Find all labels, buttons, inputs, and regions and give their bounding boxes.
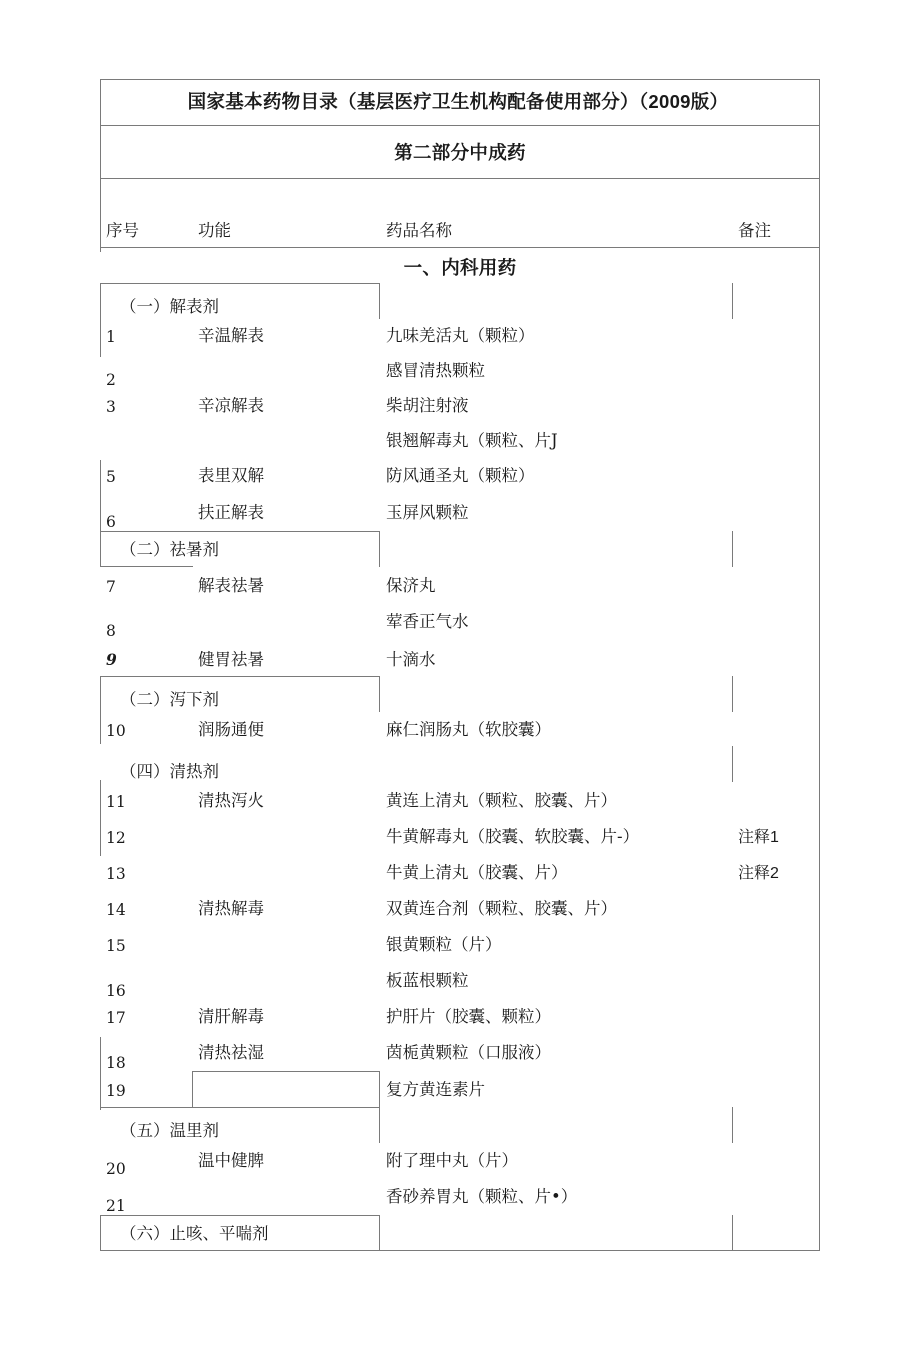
row-drug: 十滴水 (386, 650, 436, 669)
row-function: 清热泻火 (198, 791, 264, 810)
cat3-box-right (379, 676, 380, 712)
row-number: 10 (106, 722, 126, 740)
row-number: 12 (106, 829, 126, 847)
row19-box-left (192, 1071, 193, 1108)
row-number: 18 (106, 1054, 126, 1072)
row-drug: 保济丸 (386, 576, 436, 595)
rule-after-title (100, 125, 820, 126)
row-drug: 感冒清热颗粒 (386, 361, 485, 380)
cat6-box-right (379, 1215, 380, 1251)
row19-box-bottom (100, 1107, 380, 1108)
row-drug: 牛黄上清丸（胶囊、片） (386, 863, 568, 882)
row-drug: 牛黄解毒丸（胶囊、软胶囊、片-） (386, 827, 640, 846)
border-bottom (100, 1250, 820, 1251)
row-note: 注释2 (738, 865, 779, 882)
border-left-top (100, 79, 101, 252)
cat1-box-top (100, 283, 380, 284)
row-number: 8 (106, 622, 116, 640)
row-number: 6 (106, 513, 116, 531)
category-label: （五）温里剂 (120, 1121, 219, 1140)
category-label: （六）止咳、平喘剂 (120, 1224, 269, 1243)
row-number: 20 (106, 1160, 126, 1178)
cat3-note-rule (732, 676, 733, 712)
row-number: 3 (106, 398, 116, 416)
row-number: 5 (106, 468, 116, 486)
cat5-note-rule (732, 1107, 733, 1143)
row-number: 16 (106, 982, 126, 1000)
row-number: 1 (106, 328, 116, 346)
row-number: 9 (106, 650, 117, 669)
cat2-box-left (100, 531, 101, 567)
row-function: 清肝解毒 (198, 1007, 264, 1026)
row-drug: 玉屏风颗粒 (386, 503, 469, 522)
row-function: 辛温解表 (198, 326, 264, 345)
row-number: 15 (106, 937, 126, 955)
row-function: 清热解毒 (198, 899, 264, 918)
row-number: 19 (106, 1082, 126, 1100)
row-drug: 茵栀黄颗粒（口服液） (386, 1043, 551, 1062)
cat1-note-rule (732, 283, 733, 319)
row-function: 表里双解 (198, 466, 264, 485)
row-function: 润肠通便 (198, 720, 264, 739)
row-drug: 附了理中丸（片） (386, 1151, 518, 1170)
cat2-box-bottom (100, 566, 193, 567)
row-number: 11 (106, 793, 126, 811)
row19-box-right (379, 1071, 380, 1108)
row-function: 健胃祛暑 (198, 650, 264, 669)
rule-after-part (100, 178, 820, 179)
left-rule-1 (100, 283, 101, 357)
cat6-box-top (100, 1215, 380, 1216)
row-number: 13 (106, 865, 126, 883)
row-drug: 护肝片（胶囊、颗粒） (386, 1007, 551, 1026)
cat2-box-top (100, 531, 380, 532)
row-note: 注释1 (738, 829, 779, 846)
cat3-box-left (100, 676, 101, 744)
category-label: （二）祛暑剂 (120, 540, 219, 559)
cat1-box-right (379, 283, 380, 319)
border-top (100, 79, 820, 80)
cat2-note-rule (732, 531, 733, 567)
cat3-box-top (100, 676, 380, 677)
cat6-box-left (100, 1215, 101, 1251)
row-number: 21 (106, 1197, 126, 1215)
row-number: 14 (106, 901, 126, 919)
row-drug: 柴胡注射液 (386, 396, 469, 415)
row-drug: 复方黄连素片 (386, 1080, 485, 1099)
header-function: 功能 (198, 221, 231, 240)
cat2-box-right (379, 531, 380, 567)
row-drug: 香砂养胃丸（颗粒、片•） (386, 1187, 578, 1206)
row-function: 辛凉解表 (198, 396, 264, 415)
rule-after-header (100, 247, 820, 248)
row-number: 2 (106, 371, 116, 389)
header-seq: 序号 (106, 221, 139, 240)
border-right (819, 79, 820, 1251)
row-drug: 荤香正气水 (386, 612, 469, 631)
left-rule-4 (100, 1037, 101, 1110)
left-rule-2 (100, 460, 101, 537)
row-function: 解表祛暑 (198, 576, 264, 595)
row-function: 清热祛湿 (198, 1043, 264, 1062)
header-drug: 药品名称 (386, 221, 452, 240)
row-number: 17 (106, 1009, 126, 1027)
section-title: 一、内科用药 (403, 257, 517, 278)
cat6-note-rule (732, 1215, 733, 1251)
header-note: 备注 (738, 221, 771, 240)
row-function: 温中健脾 (198, 1151, 264, 1170)
category-label: （一）解表剂 (120, 297, 219, 316)
row-drug: 双黄连合剂（颗粒、胶囊、片） (386, 899, 617, 918)
row-drug: 银翘解毒丸（颗粒、片J (386, 431, 558, 450)
row-drug: 九味羌活丸（颗粒） (386, 326, 535, 345)
category-label: （二）泻下剂 (120, 690, 219, 709)
row19-box-top (192, 1071, 380, 1072)
row-drug: 银黄颗粒（片） (386, 935, 502, 954)
row-drug: 板蓝根颗粒 (386, 971, 469, 990)
document-title: 国家基本药物目录（基层医疗卫生机构配备使用部分）（2009版） (187, 91, 729, 112)
row-number: 7 (106, 578, 116, 596)
cat5-box-right (379, 1107, 380, 1143)
row-function: 扶正解表 (198, 503, 264, 522)
row-drug: 防风通圣丸（颗粒） (386, 466, 535, 485)
left-rule-3 (100, 780, 101, 856)
row-drug: 黄连上清丸（颗粒、胶囊、片） (386, 791, 617, 810)
cat4-note-rule (732, 746, 733, 782)
row-drug: 麻仁润肠丸（软胶囊） (386, 720, 551, 739)
part-title: 第二部分中成药 (394, 142, 526, 163)
category-label: （四）清热剂 (120, 762, 219, 781)
